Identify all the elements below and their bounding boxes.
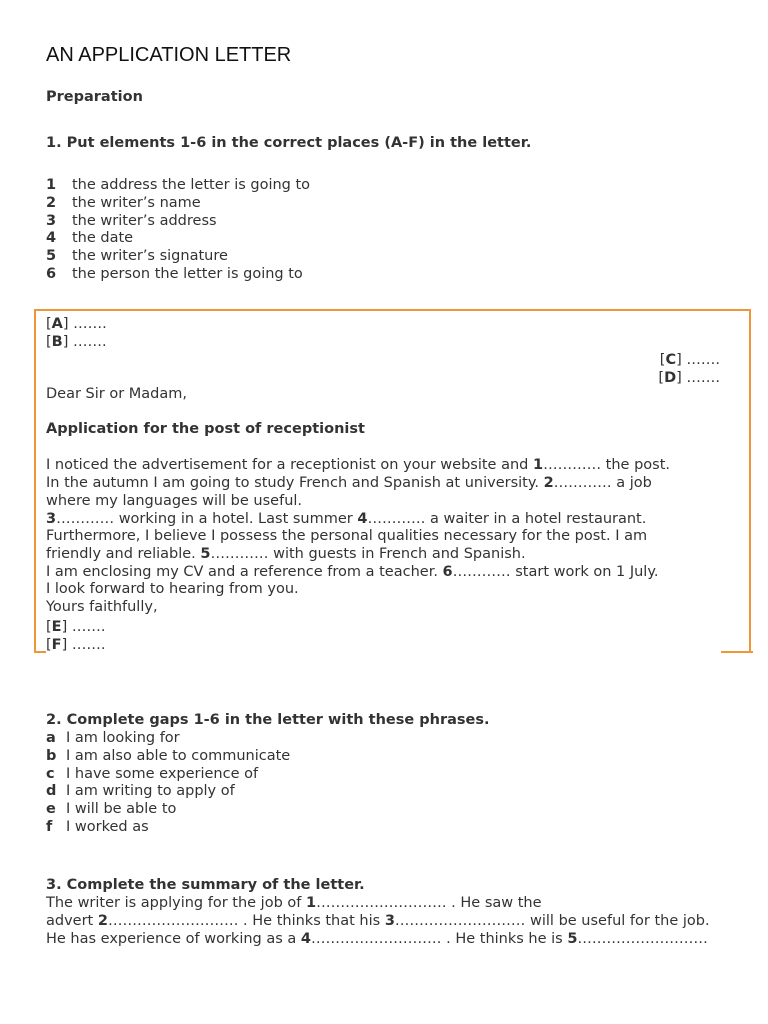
list-item: d I am writing to apply of xyxy=(46,783,235,799)
list-item: 4 the date xyxy=(46,230,134,246)
letter-slot-f: [F] ……. xyxy=(46,637,106,653)
letter-greeting: Dear Sir or Madam, xyxy=(46,386,188,402)
letter-slot-d: [D] ……. xyxy=(658,370,720,386)
letter-body-line: I noticed the advertisement for a receptionist on your website and 1………… the post. xyxy=(46,457,671,473)
letter-slot-b: [B] ……. xyxy=(46,334,107,350)
frame-corner-left xyxy=(34,651,46,653)
list-item: e I will be able to xyxy=(46,801,177,817)
letter-body-line: friendly and reliable. 5………… with guests in French and Spanish. xyxy=(46,546,526,562)
task1-heading: 1. Put elements 1-6 in the correct places (A-F) in the letter. xyxy=(46,135,532,151)
letter-body-line: where my languages will be useful. xyxy=(46,493,303,509)
list-item: 3 the writer’s address xyxy=(46,213,217,229)
preparation-heading: Preparation xyxy=(46,89,143,105)
letter-body-line: Furthermore, I believe I possess the personal qualities necessary for the post. I am xyxy=(46,528,648,544)
letter-slot-a: [A] ……. xyxy=(46,316,107,332)
list-item: b I am also able to communicate xyxy=(46,748,291,764)
list-item: 1 the address the letter is going to xyxy=(46,177,311,193)
list-item: a I am looking for xyxy=(46,730,180,746)
letter-body-line: In the autumn I am going to study French and Spanish at university. 2………… a job xyxy=(46,475,652,491)
letter-body-line: 3………… working in a hotel. Last summer 4………… a waiter in a hotel restaurant. xyxy=(46,511,647,527)
task3-heading: 3. Complete the summary of the letter. xyxy=(46,877,365,893)
summary-line: advert 2……………………… . He thinks that his 3……………………… will be useful for the job. xyxy=(46,913,710,929)
letter-slot-e: [E] ……. xyxy=(46,619,106,635)
letter-slot-c: [C] ……. xyxy=(659,352,720,368)
page-title: AN APPLICATION LETTER xyxy=(46,44,292,66)
summary-line: He has experience of working as a 4……………………… . He thinks he is 5……………………… xyxy=(46,931,708,947)
list-item: 6 the person the letter is going to xyxy=(46,266,303,282)
letter-body-line: I look forward to hearing from you. xyxy=(46,581,299,597)
list-item: c I have some experience of xyxy=(46,766,259,782)
frame-corner-right xyxy=(721,651,753,653)
list-item: 2 the writer’s name xyxy=(46,195,201,211)
letter-body-line: I am enclosing my CV and a reference from a teacher. 6………… start work on 1 July. xyxy=(46,564,659,580)
summary-line: The writer is applying for the job of 1……………………… . He saw the xyxy=(46,895,542,911)
list-item: 5 the writer’s signature xyxy=(46,248,228,264)
list-item: f I worked as xyxy=(46,819,149,835)
letter-closing: Yours faithfully, xyxy=(46,599,158,615)
task2-heading: 2. Complete gaps 1-6 in the letter with these phrases. xyxy=(46,712,490,728)
letter-subject: Application for the post of receptionist xyxy=(46,421,365,437)
